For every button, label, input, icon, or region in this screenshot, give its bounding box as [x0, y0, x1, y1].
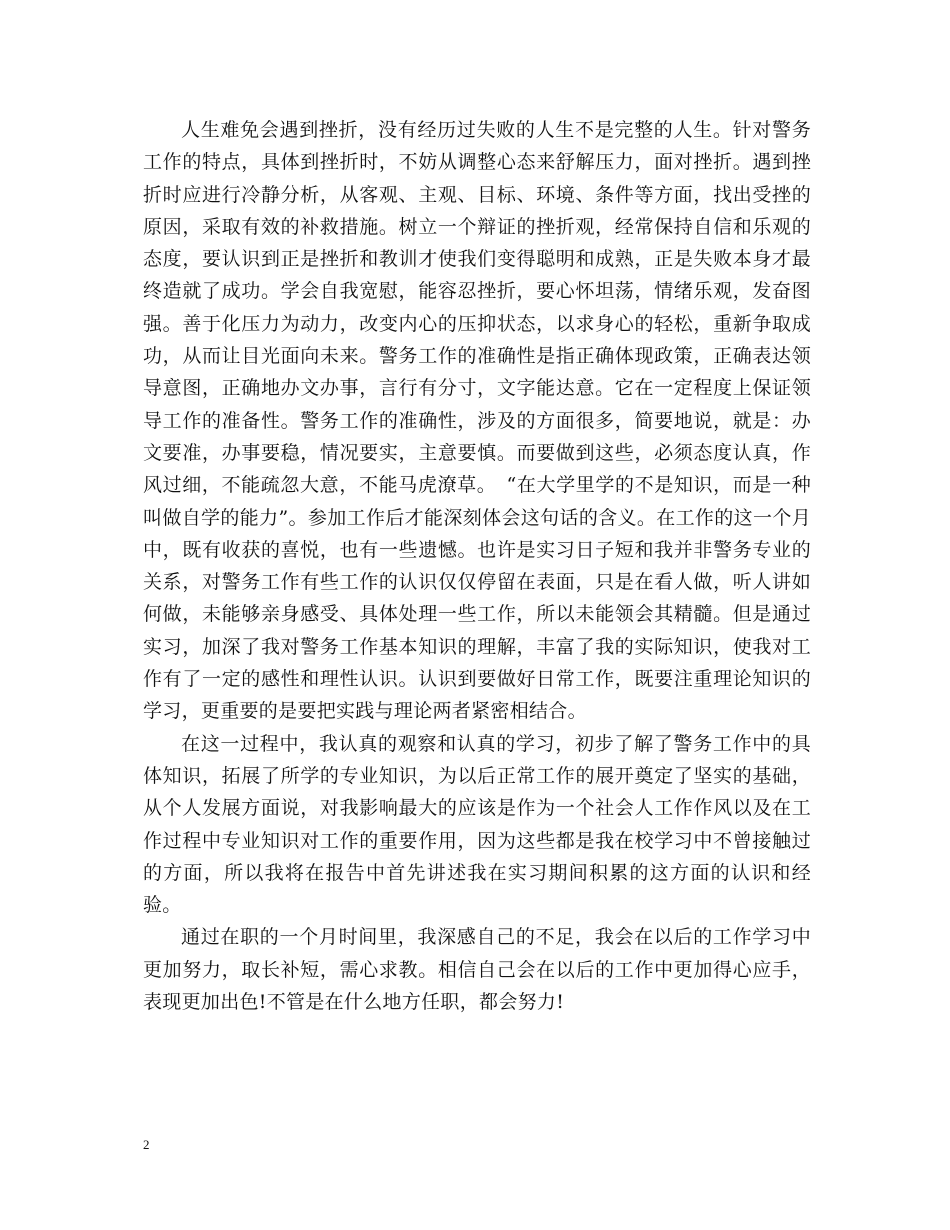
page-number: 2: [143, 1137, 150, 1152]
paragraph-3: 通过在职的一个月时间里，我深感自己的不足，我会在以后的工作学习中更加努力，取长补短，需心求教。相信自己会在以后的工作中更加得心应手，表现更加出色!不管是在什么地方任职，都会努力!: [143, 926, 811, 1014]
paragraph-1: 人生难免会遇到挫折，没有经历过失败的人生不是完整的人生。针对警务工作的特点，具体到挫折时，不妨从调整心态来舒解压力，面对挫折。遇到挫折时应进行冷静分析，从客观、主观、目标、环境、条件等方面，找出受挫的原因，采取有效的补救措施。树立一个辩证的挫折观，经常保持自信和乐观的态度，要认识到正是挫折和教训才使我们变得聪明和成熟，正是失败本身才最终造就了成功。学会自我宽慰，能容忍挫折，要心怀坦荡，情绪乐观，发奋图强。善于化压力为动力，改变内心的压抑状态，以求身心的轻松，重新争取成功，从而让目光面向未来。警务工作的准确性是指正确体现政策，正确表达领导意图，正确地办文办事，言行有分寸，文字能达意。它在一定程度上保证领导工作的准备性。警务工作的准确性，涉及的方面很多，简要地说，就是：办文要准，办事要稳，情况要实，主意要慎。而要做到这些，必须态度认真，作风过细，不能疏忽大意，不能马虎潦草。 “在大学里学的不是知识，而是一种叫做自学的能力”。参加工作后才能深刻体会这句话的含义。在工作的这一个月中，既有收获的喜悦，也有一些遗憾。也许是实习日子短和我并非警务专业的关系，对警务工作有些工作的认识仅仅停留在表面，只是在看人做，听人讲如何做，未能够亲身感受、具体处理一些工作，所以未能领会其精髓。但是通过实习，加深了我对警务工作基本知识的理解，丰富了我的实际知识，使我对工作有了一定的感性和理性认识。认识到要做好日常工作，既要注重理论知识的学习，更重要的是要把实践与理论两者紧密相结合。: [143, 119, 811, 723]
document-body: [143, 114, 811, 1018]
paragraph-2: 在这一过程中，我认真的观察和认真的学习，初步了解了警务工作中的具体知识，拓展了所学的专业知识，为以后正常工作的展开奠定了坚实的基础，从个人发展方面说，对我影响最大的应该是作为一个社会人工作作风以及在工作过程中专业知识对工作的重要作用，因为这些都是我在校学习中不曾接触过的方面，所以我将在报告中首先讲述我在实习期间积累的这方面的认识和经验。: [143, 732, 811, 917]
